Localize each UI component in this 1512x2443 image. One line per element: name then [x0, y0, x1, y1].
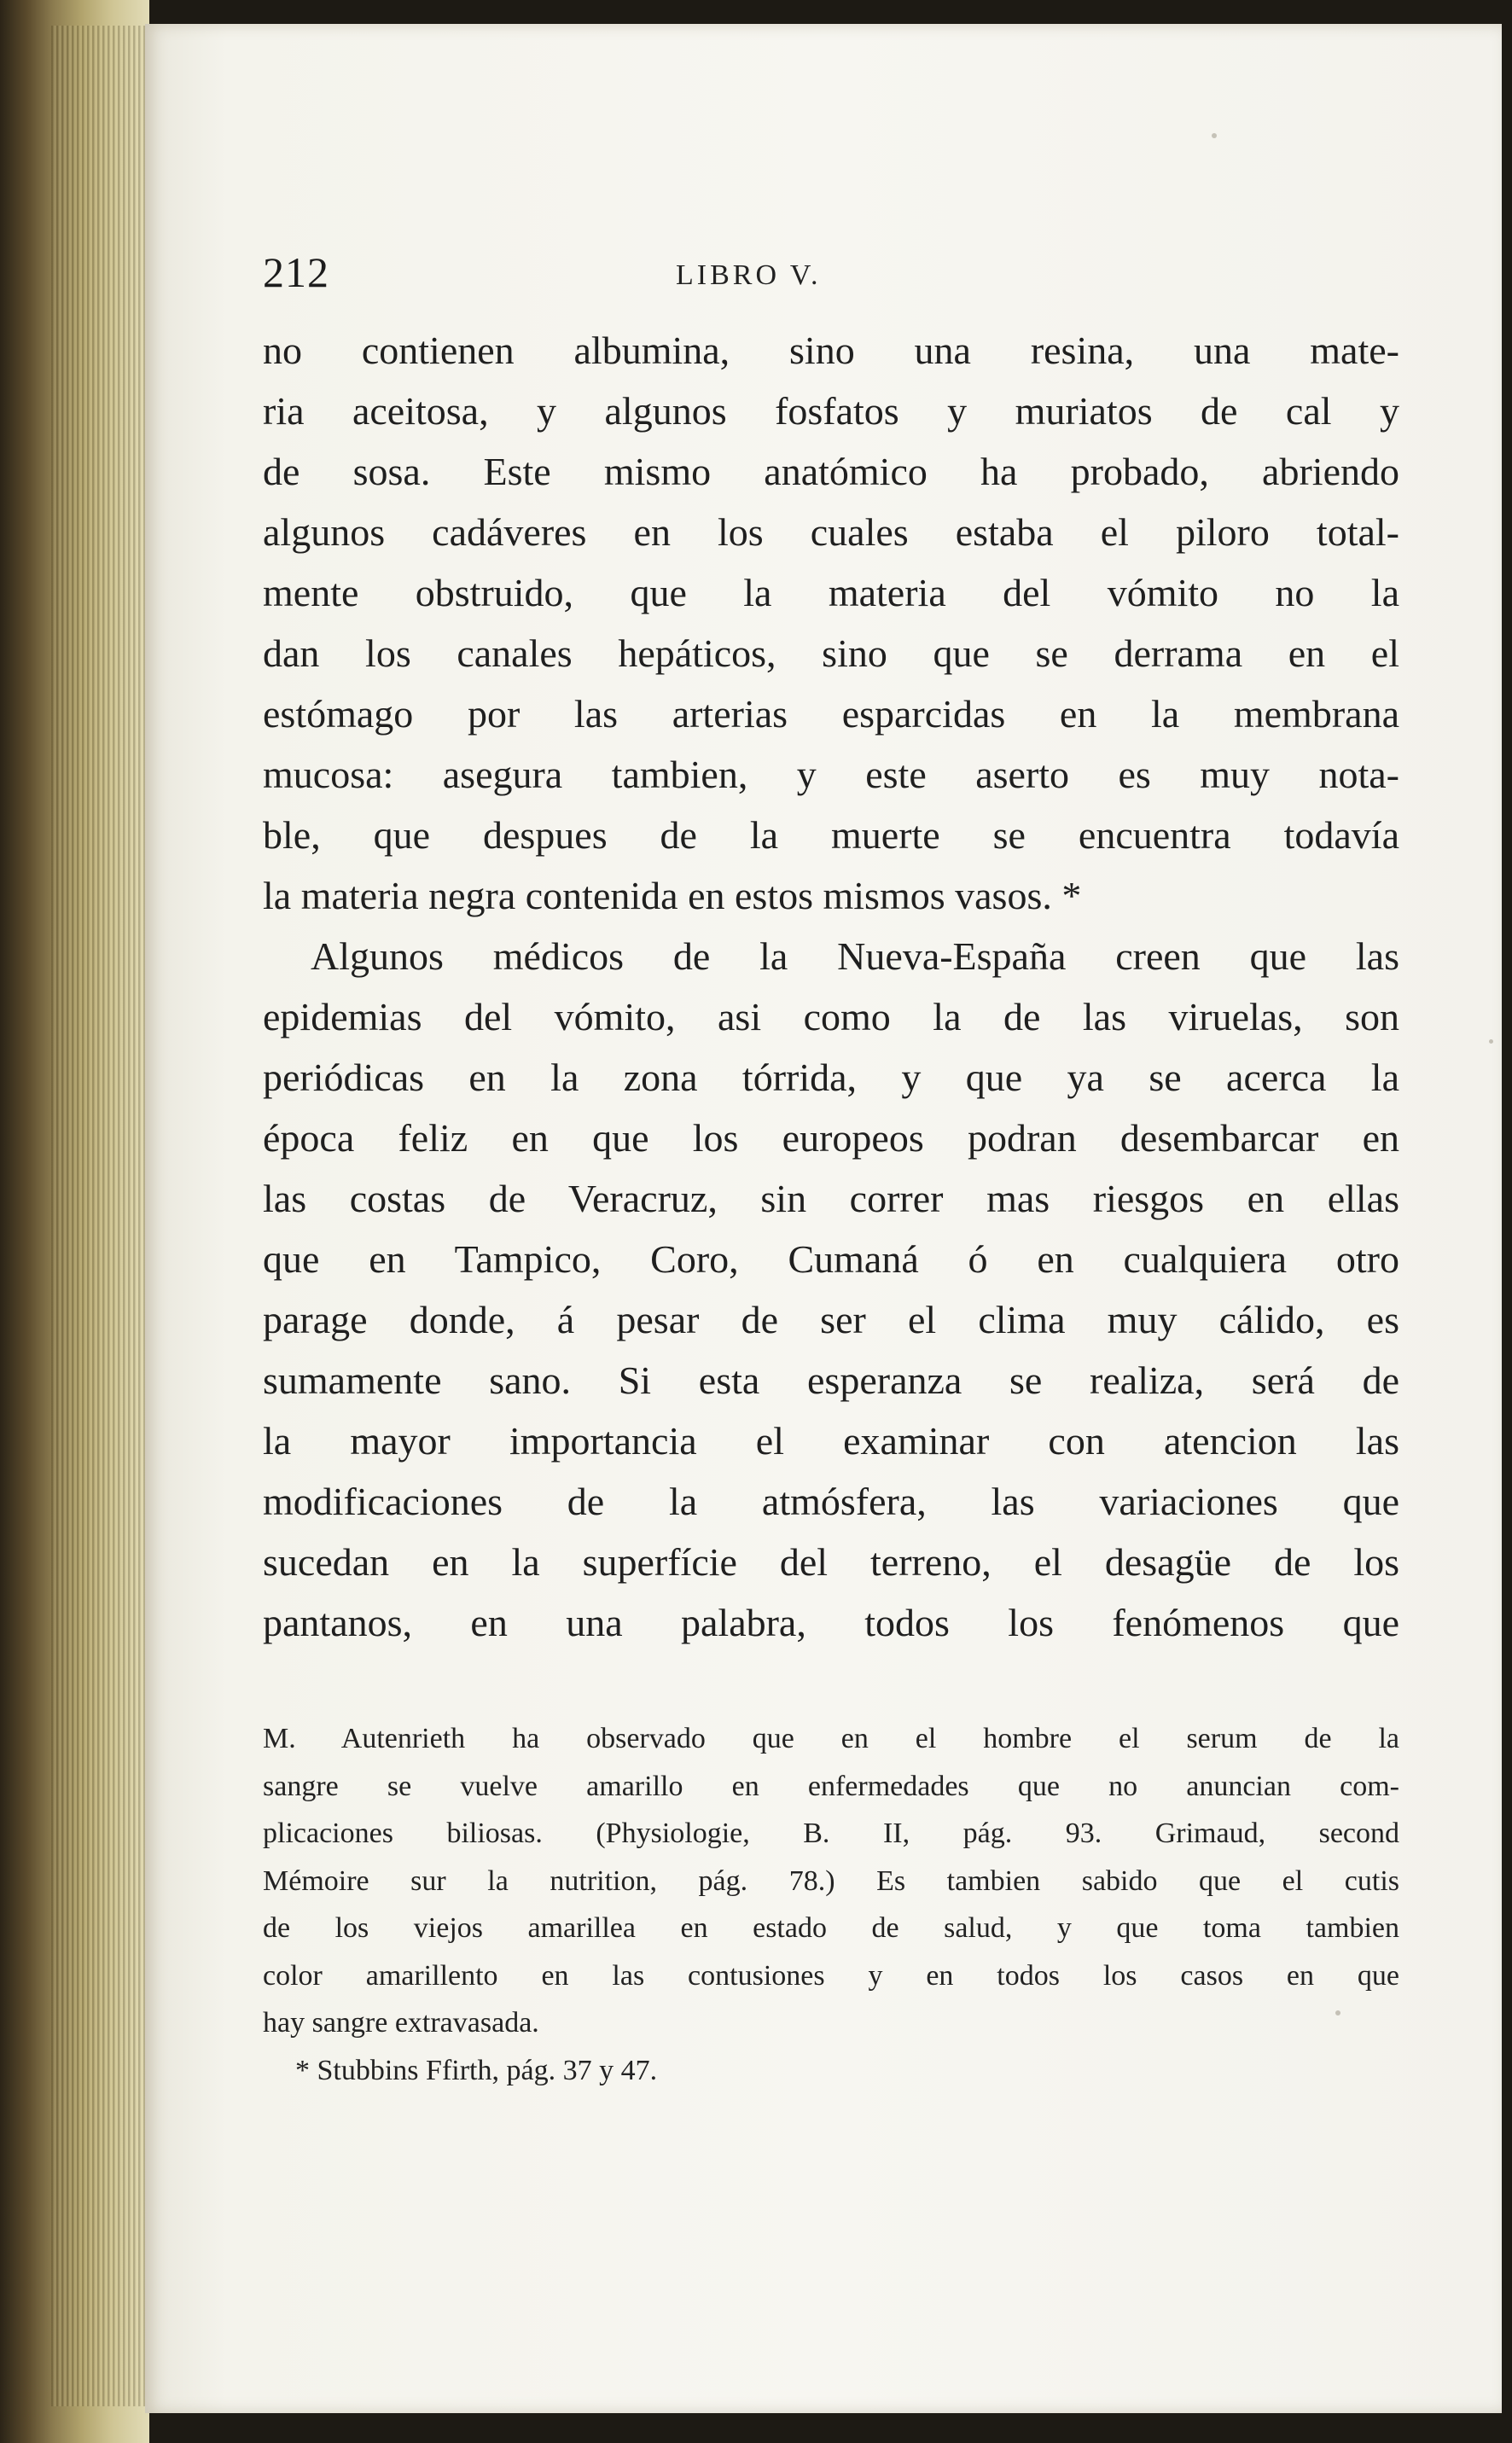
body-line: periódicas en la zona tórrida, y que ya se acerca la	[263, 1056, 1399, 1099]
body-line: epidemias del vómito, asi como la de las viruelas, son	[263, 995, 1399, 1038]
body-line: mente obstruido, que la materia del vómito no la	[263, 571, 1399, 614]
body-line: sumamente sano. Si esta esperanza se realiza, será de	[263, 1358, 1399, 1402]
body-line: modificaciones de la atmósfera, las variaciones que	[263, 1480, 1399, 1523]
page-number: 212	[263, 248, 329, 296]
footnote-line: plicaciones biliosas. (Physiologie, B. II, pág. 93. Grimaud, second	[263, 1818, 1399, 1849]
body-line: la mayor importancia el examinar con atencion las	[263, 1419, 1399, 1463]
running-head	[263, 247, 1398, 307]
body-line: ria aceitosa, y algunos fosfatos y muriatos de cal y	[263, 389, 1399, 433]
body-text	[263, 320, 1399, 1653]
body-line: pantanos, en una palabra, todos los fenómenos que	[263, 1601, 1399, 1644]
paper-spot	[1489, 1039, 1493, 1044]
footnote-line: de los viejos amarillea en estado de salud, y que toma tambien	[263, 1912, 1399, 1944]
body-line: algunos cadáveres en los cuales estaba el piloro total-	[263, 510, 1399, 554]
body-line: estómago por las arterias esparcidas en la membrana	[263, 692, 1399, 736]
footnote-line: color amarillento en las contusiones y en todos los casos en que	[263, 1959, 1399, 1992]
running-title: LIBRO V.	[676, 259, 822, 291]
footnote-line: M. Autenrieth ha observado que en el hombre el serum de la	[263, 1723, 1399, 1754]
body-line: época feliz en que los europeos podran desembarcar en	[263, 1116, 1399, 1160]
footnotes	[263, 1715, 1399, 2094]
body-line: de sosa. Este mismo anatómico ha probado, abriendo	[263, 450, 1399, 493]
body-line: mucosa: asegura tambien, y este aserto es muy nota-	[263, 753, 1399, 796]
body-line: parage donde, á pesar de ser el clima muy cálido, es	[263, 1298, 1399, 1341]
body-line: las costas de Veracruz, sin correr mas riesgos en ellas	[263, 1177, 1399, 1220]
body-line: dan los canales hepáticos, sino que se derrama en el	[263, 631, 1399, 675]
body-line: no contienen albumina, sino una resina, una mate-	[263, 329, 1399, 372]
footnote-line: hay sangre extravasada.	[263, 2007, 539, 2039]
body-line: Algunos médicos de la Nueva-España creen que las	[311, 934, 1399, 978]
paper-spot	[1212, 133, 1217, 138]
body-line: que en Tampico, Coro, Cumaná ó en cualquiera otro	[263, 1237, 1399, 1281]
body-line: sucedan en la superfície del terreno, el desagüe de los	[263, 1540, 1399, 1584]
body-line: la materia negra contenida en estos mismos vasos. *	[263, 874, 1082, 917]
footnote-line: sangre se vuelve amarillo en enfermedades que no anuncian com-	[263, 1770, 1399, 1802]
footnote-reference: * Stubbins Ffirth, pág. 37 y 47.	[295, 2054, 658, 2086]
footnote-line: Mémoire sur la nutrition, pág. 78.) Es tambien sabido que el cutis	[263, 1864, 1399, 1897]
body-line: ble, que despues de la muerte se encuentra todavía	[263, 813, 1399, 857]
page-edges	[51, 26, 154, 2406]
